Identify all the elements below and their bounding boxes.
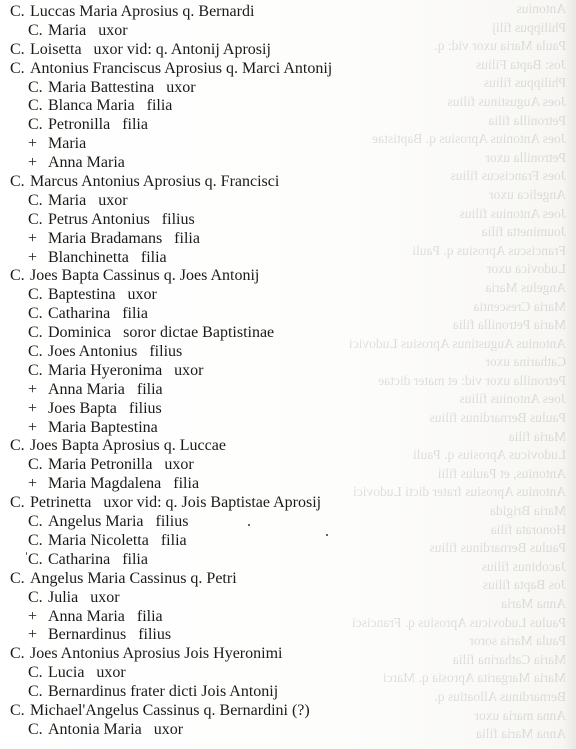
bleed-line: Maria Crescentia bbox=[473, 298, 566, 314]
entry-name-text: Loisetta uxor vid: q. Antonij Aprosij bbox=[30, 40, 271, 58]
bleed-line: Angelica uxor bbox=[489, 186, 566, 202]
household-member-entry bbox=[10, 211, 510, 230]
communicant-marker: C. bbox=[28, 343, 43, 361]
household-member-entry bbox=[10, 664, 510, 683]
bleed-line: Paula Maria soror bbox=[469, 633, 566, 649]
communicant-marker: C. bbox=[10, 173, 25, 191]
entry-name-text: Angelus Maria Cassinus q. Petri bbox=[30, 569, 237, 587]
bleed-line: Antonius, et Paulus filii bbox=[437, 465, 566, 481]
communicant-marker: C. bbox=[28, 588, 43, 606]
entry-name-text: Baptestina uxor bbox=[48, 286, 157, 304]
bleed-line: Petronilla uxor vid: et mater dictae bbox=[378, 372, 566, 388]
bleed-line: Maria Catharina filia bbox=[452, 651, 566, 667]
household-head-entry bbox=[10, 702, 510, 721]
bleed-line: Anna maria uxor bbox=[474, 707, 566, 723]
ink-speck bbox=[248, 524, 250, 526]
entry-name-text: Maria Petronilla uxor bbox=[48, 456, 194, 474]
communicant-marker: C. bbox=[28, 191, 43, 209]
deceased-cross-marker: + bbox=[28, 248, 38, 266]
communicant-marker: C. bbox=[28, 531, 43, 549]
bleed-line: Paulus Ludovicus Aprosius q. Francisci bbox=[351, 614, 566, 630]
household-member-entry bbox=[10, 362, 510, 381]
bleed-line: Joes Antonius Aprosius q. Baptistae bbox=[372, 131, 566, 147]
household-member-entry bbox=[10, 249, 510, 268]
communicant-marker: C. bbox=[28, 97, 43, 115]
deceased-cross-marker: + bbox=[28, 154, 38, 172]
household-member-entry bbox=[10, 22, 510, 41]
entry-name-text: Joes Bapta Cassinus q. Joes Antonij bbox=[30, 267, 260, 285]
entry-name-text: Maria Baptestina bbox=[48, 418, 158, 436]
household-member-entry bbox=[10, 513, 510, 532]
bleed-line: Jacobinus filius bbox=[481, 558, 566, 574]
household-member-entry bbox=[10, 192, 510, 211]
deceased-cross-marker: + bbox=[28, 229, 38, 247]
household-member-entry bbox=[10, 135, 510, 154]
entry-name-text: Petronilla filia bbox=[48, 116, 148, 134]
bleed-line: Franciscus Aprosius q. Pauli bbox=[412, 242, 566, 258]
communicant-marker: C. bbox=[10, 437, 25, 455]
bleed-line: Philippus filij bbox=[492, 19, 566, 35]
entry-name-text: Petrus Antonius filius bbox=[48, 210, 195, 228]
household-member-entry bbox=[10, 154, 510, 173]
household-member-entry bbox=[10, 97, 510, 116]
household-member-entry bbox=[10, 381, 510, 400]
bleed-line: Antonius bbox=[516, 1, 566, 16]
communicant-marker: C. bbox=[28, 683, 43, 701]
bleed-line: Paulus Bernardinus filius bbox=[429, 410, 566, 426]
entry-name-text: Blanchinetta filia bbox=[48, 248, 167, 266]
entry-name-text: Lucia uxor bbox=[48, 664, 126, 682]
communicant-marker: C. bbox=[28, 361, 43, 379]
communicant-marker: C. bbox=[10, 569, 25, 587]
entry-name-text: Anna Maria bbox=[48, 154, 125, 172]
household-member-entry bbox=[10, 230, 510, 249]
household-member-entry bbox=[10, 419, 510, 438]
bleed-line: Antonius Aprosius frater dicti Ludovici bbox=[353, 484, 566, 500]
entry-name-text: Maria Nicoletta filia bbox=[48, 531, 187, 549]
household-head-entry bbox=[10, 437, 510, 456]
bleed-line: Joes Franciscus filius bbox=[450, 168, 566, 184]
entry-name-text: Dominica soror dictae Baptistinae bbox=[48, 324, 275, 342]
bleed-line: Maria Petronilla filia bbox=[452, 317, 566, 333]
household-member-entry bbox=[10, 551, 510, 570]
deceased-cross-marker: + bbox=[28, 418, 38, 436]
communicant-marker: C. bbox=[28, 286, 43, 304]
entry-name-text: Joes Antonius filius bbox=[48, 343, 183, 361]
communicant-marker: C. bbox=[28, 210, 43, 228]
household-member-entry bbox=[10, 116, 510, 135]
page-edge-shadow bbox=[562, 0, 576, 749]
deceased-cross-marker: + bbox=[28, 135, 38, 153]
communicant-marker: C. bbox=[28, 78, 43, 96]
entry-name-text: Catharina filia bbox=[48, 550, 148, 568]
entry-name-text: Antonia Maria uxor bbox=[48, 720, 184, 738]
bleed-line: Maria Margarita Aprosia q. Marci bbox=[382, 670, 566, 686]
entry-name-text: Joes Bapta Aprosius q. Luccae bbox=[30, 437, 226, 455]
entry-name-text: Joes Bapta filius bbox=[48, 399, 162, 417]
census-list bbox=[10, 3, 510, 740]
entry-name-text: Maria uxor bbox=[48, 21, 128, 39]
deceased-cross-marker: + bbox=[28, 475, 38, 493]
communicant-marker: C. bbox=[28, 513, 43, 531]
bleed-line: Paula Maria uxor vid: q. bbox=[434, 38, 566, 54]
entry-name-text: Angelus Maria filius bbox=[48, 513, 189, 531]
bleed-line: Ludovica uxor bbox=[486, 261, 566, 277]
communicant-marker: C. bbox=[28, 324, 43, 342]
deceased-cross-marker: + bbox=[28, 399, 38, 417]
communicant-marker: C. bbox=[10, 40, 25, 58]
deceased-cross-marker: + bbox=[28, 626, 38, 644]
entry-name-text: Maria Magdalena filia bbox=[48, 475, 200, 493]
communicant-marker: C. bbox=[10, 59, 25, 77]
bleed-line: Bernardinus Alloatius q. bbox=[434, 688, 566, 704]
household-member-entry bbox=[10, 400, 510, 419]
entry-name-text: Maria uxor bbox=[48, 191, 128, 209]
bleed-line: Anna Maria filia bbox=[476, 726, 566, 742]
bleed-line: Maria Brigida bbox=[489, 503, 566, 519]
communicant-marker: C. bbox=[28, 116, 43, 134]
entry-name-text: Maria Bradamans filia bbox=[48, 229, 200, 247]
household-member-entry bbox=[10, 79, 510, 98]
entry-name-text: Petrinetta uxor vid: q. Jois Baptistae Aprosij bbox=[30, 494, 322, 512]
entry-name-text: Joes Antonius Aprosius Jois Hyeronimi bbox=[30, 645, 283, 663]
bleed-line: Anna Maria bbox=[501, 596, 566, 611]
communicant-marker: C. bbox=[10, 3, 25, 20]
entry-name-text: Catharina filia bbox=[48, 305, 148, 323]
entry-name-text: Julia uxor bbox=[48, 588, 120, 606]
communicant-marker: C. bbox=[10, 267, 25, 285]
communicant-marker: C. bbox=[28, 456, 43, 474]
bleed-line: Joes Antonius filius bbox=[459, 391, 566, 407]
household-member-entry bbox=[10, 456, 510, 475]
bleed-line: Antonius Augustinus Aprosius Ludovici bbox=[348, 335, 566, 351]
bleed-line: Joes Antonius filius bbox=[459, 205, 566, 221]
communicant-marker: C. bbox=[28, 664, 43, 682]
bleed-line: Honorata filia bbox=[490, 521, 566, 537]
bleed-line: Angelus Maria bbox=[485, 279, 566, 295]
household-member-entry bbox=[10, 626, 510, 645]
entry-name-text: Antonius Franciscus Aprosius q. Marci Antonij bbox=[30, 59, 333, 77]
household-head-entry bbox=[10, 570, 510, 589]
communicant-marker: C. bbox=[10, 494, 25, 512]
household-head-entry bbox=[10, 645, 510, 664]
communicant-marker: C. bbox=[28, 550, 43, 568]
household-head-entry bbox=[10, 3, 510, 22]
entry-name-text: Anna Maria filia bbox=[48, 607, 163, 625]
entry-name-text: Maria bbox=[48, 135, 87, 153]
communicant-marker: C. bbox=[10, 701, 25, 719]
bleed-line: Petronilla uxor bbox=[485, 149, 566, 165]
bleed-line: Jos Bapta filius bbox=[482, 577, 566, 593]
household-head-entry bbox=[10, 173, 510, 192]
bleed-line: Catharina uxor bbox=[485, 354, 566, 370]
household-head-entry bbox=[10, 60, 510, 79]
entry-name-text: Luccas Maria Aprosius q. Bernardi bbox=[30, 3, 255, 20]
household-member-entry bbox=[10, 324, 510, 343]
communicant-marker: C. bbox=[28, 720, 43, 738]
bleed-line: Jos: Bapta Filius bbox=[475, 56, 566, 72]
household-member-entry bbox=[10, 721, 510, 740]
entry-name-text: Maria Hyeronima uxor bbox=[48, 361, 204, 379]
household-member-entry bbox=[10, 475, 510, 494]
ink-speck bbox=[326, 534, 328, 536]
bleed-line: Joes Augustinus filius bbox=[447, 93, 566, 109]
entry-name-text: Bernardinus filius bbox=[48, 626, 172, 644]
household-member-entry bbox=[10, 589, 510, 608]
entry-name-text: Marcus Antonius Aprosius q. Francisci bbox=[30, 173, 280, 191]
communicant-marker: C. bbox=[28, 21, 43, 39]
household-member-entry bbox=[10, 683, 510, 702]
entry-name-text: Maria Battestina uxor bbox=[48, 78, 196, 96]
bleed-line: Maria filia bbox=[508, 428, 566, 444]
bleed-line: Paulus Bernardinus filius bbox=[429, 540, 566, 556]
bleed-line: Ludovicus Aprosius q. Pauli bbox=[412, 447, 566, 463]
bleed-line: Petronilla filia bbox=[488, 112, 566, 128]
ink-speck bbox=[26, 552, 27, 555]
household-member-entry bbox=[10, 343, 510, 362]
communicant-marker: C. bbox=[28, 305, 43, 323]
household-member-entry bbox=[10, 286, 510, 305]
deceased-cross-marker: + bbox=[28, 607, 38, 625]
household-head-entry bbox=[10, 41, 510, 60]
bleed-line: Jouminetta filia bbox=[481, 224, 566, 240]
entry-name-text: Anna Maria filia bbox=[48, 380, 163, 398]
entry-name-text: Blanca Maria filia bbox=[48, 97, 173, 115]
household-head-entry bbox=[10, 494, 510, 513]
communicant-marker: C. bbox=[10, 645, 25, 663]
bleed-line: Philippus filius bbox=[483, 75, 566, 91]
household-head-entry bbox=[10, 267, 510, 286]
household-member-entry bbox=[10, 608, 510, 627]
entry-name-text: Michael'Angelus Cassinus q. Bernardini (?) bbox=[30, 701, 310, 719]
deceased-cross-marker: + bbox=[28, 380, 38, 398]
household-member-entry bbox=[10, 532, 510, 551]
entry-name-text: Bernardinus frater dicti Jois Antonij bbox=[48, 683, 279, 701]
household-member-entry bbox=[10, 305, 510, 324]
